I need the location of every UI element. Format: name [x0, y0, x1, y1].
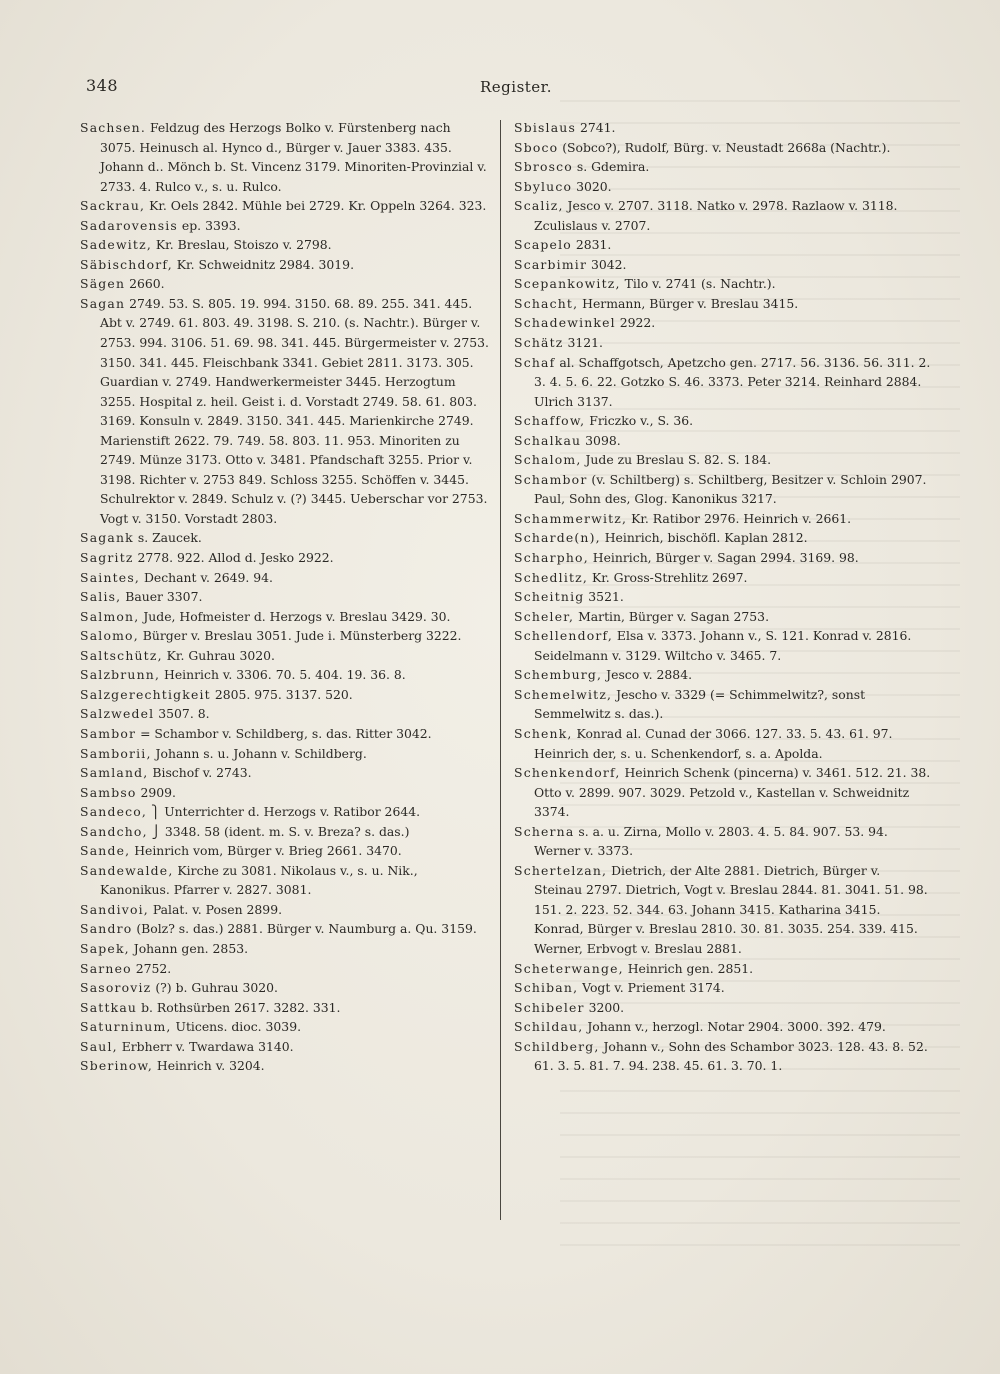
entry-headword: Sachsen.: [80, 120, 147, 135]
register-entry: [514, 313, 932, 333]
entry-text: Jesco v. 2707. 3118. Natko v. 2978. Razlaow v. 3118. Zculislaus v. 2707.: [534, 198, 898, 233]
entry-text: 3507. 8.: [154, 706, 210, 722]
entry-headword: Sattkau: [80, 999, 138, 1015]
entry-headword: Scharde(n),: [514, 530, 601, 546]
register-entry: [80, 607, 490, 627]
register-entry: [514, 607, 932, 627]
register-entry: [80, 1056, 490, 1076]
register-entry: [80, 998, 490, 1018]
entry-text: 2805. 975. 3137. 520.: [210, 686, 353, 702]
entry-text: Heinrich v. 3306. 70. 5. 404. 19. 36. 8.: [160, 667, 406, 683]
register-entry: [80, 978, 490, 998]
entry-headword: Saintes,: [80, 569, 141, 585]
entry-text: ep. 3393.: [177, 217, 241, 233]
entry-headword: Scepankowitz,: [514, 276, 621, 292]
entry-headword: Schiban,: [514, 980, 579, 996]
entry-text: 3098.: [581, 432, 621, 448]
register-entry: [80, 274, 490, 294]
entry-headword: Schammerwitz,: [514, 510, 628, 526]
entry-headword: Sapek,: [80, 940, 130, 956]
entry-headword: Saturninum,: [80, 1019, 172, 1035]
entry-text: Johann gen. 2853.: [129, 940, 249, 956]
entry-headword: Salzgerechtigkeit: [80, 686, 211, 702]
entry-headword: Scarbimir: [514, 256, 588, 272]
entry-text: Vogt v. Priement 3174.: [578, 980, 725, 996]
register-entry: [514, 196, 932, 235]
entry-text: Johann v., herzogl. Notar 2904. 3000. 392. 479.: [583, 1019, 886, 1035]
register-entry: [514, 1017, 932, 1037]
entry-text: (Bolz? s. das.) 2881. Bürger v. Naumburg a. Qu. 3159.: [132, 921, 477, 937]
entry-text: Jescho v. 3329 (= Schimmelwitz?, sonst Semmelwitz s. das.).: [534, 686, 866, 722]
entry-headword: Sandeco,: [80, 804, 148, 820]
register-entry: [514, 861, 932, 959]
entry-headword: Scheler,: [514, 608, 575, 624]
entry-text: Tilo v. 2741 (s. Nachtr.).: [620, 276, 776, 292]
register-entry: [514, 177, 932, 197]
entry-headword: Sboco: [514, 139, 559, 155]
register-entry: [514, 548, 932, 568]
entry-text: Johann s. u. Johann v. Schildberg.: [151, 745, 367, 761]
register-entry: [80, 646, 490, 666]
register-entry: [514, 118, 932, 138]
entry-headword: Schenk,: [514, 725, 573, 741]
entry-headword: Schalkau: [514, 432, 582, 448]
entry-text: Jude, Hofmeister d. Herzogs v. Breslau 3429. 30.: [139, 608, 451, 624]
entry-headword: Schibeler: [514, 999, 585, 1015]
entry-headword: Sackrau,: [80, 198, 146, 214]
entry-text: 3042.: [587, 256, 627, 272]
register-entry: [80, 1017, 490, 1037]
register-entry: [514, 274, 932, 294]
register-entry: [80, 959, 490, 979]
entry-headword: Sägen: [80, 276, 126, 292]
entry-text: Heinrich, Bürger v. Sagan 2994. 3169. 98.: [588, 550, 859, 566]
register-entry: [80, 744, 490, 764]
register-entry: [80, 196, 490, 216]
entry-headword: Salzwedel: [80, 706, 155, 722]
entry-headword: Schildberg,: [514, 1038, 600, 1054]
entry-text: Jude zu Breslau S. 82. S. 184.: [581, 452, 772, 468]
entry-headword: Salomo,: [80, 628, 139, 644]
register-entry: [80, 783, 490, 803]
register-entry: [80, 704, 490, 724]
register-entry: [80, 294, 490, 529]
register-entry: [514, 998, 932, 1018]
entry-text: Kr. Ratibor 2976. Heinrich v. 2661.: [627, 510, 852, 526]
entry-headword: Saltschütz,: [80, 647, 163, 663]
entry-headword: Sandro: [80, 921, 133, 937]
entry-headword: Sadarovensis: [80, 217, 178, 233]
entry-text: Heinrich gen. 2851.: [623, 960, 754, 976]
register-entry: [514, 978, 932, 998]
entry-text: 2752.: [131, 960, 172, 976]
entry-headword: Scheitnig: [514, 589, 585, 605]
register-entry: [80, 900, 490, 920]
entry-text: 3521.: [584, 589, 624, 605]
register-entry: [514, 353, 932, 412]
entry-text: Dietrich, der Alte 2881. Dietrich, Bürger v. Steinau 2797. Dietrich, Vogt v. Breslau 2844. 81. 3041. 51. 98. 151. 2. 223. 52. 344. 63. Johann 3415. Katharina 3415. Konrad, Bürger v. Breslau 2810. 30. 81. 3035. 254. 339. 415. Werner, Erbvogt v. Breslau 2881.: [534, 862, 928, 956]
entry-headword: Schacht,: [514, 295, 579, 311]
register-entry: [514, 763, 932, 822]
register-entry: [80, 568, 490, 588]
entry-text: = Schambor v. Schildberg, s. das. Ritter 3042.: [136, 725, 432, 741]
right-column: [514, 118, 932, 1076]
entry-headword: Schätz: [514, 335, 564, 351]
register-entry: [514, 724, 932, 763]
entry-text: ⎭ 3348. 58 (ident. m. S. v. Breza? s. das.): [147, 823, 410, 839]
entry-text: s. Gdemira.: [572, 159, 650, 175]
entry-text: Johann v., Sohn des Schambor 3023. 128. 43. 8. 52. 61. 3. 5. 81. 7. 94. 238. 45. 61. 3. 70. 1.: [534, 1038, 928, 1074]
register-entry: [80, 235, 490, 255]
register-entry: [80, 939, 490, 959]
entry-headword: Schaffow,: [514, 413, 586, 429]
register-entry: [80, 861, 490, 900]
entry-text: Palat. v. Posen 2899.: [148, 901, 283, 917]
entry-text: b. Rothsürben 2617. 3282. 331.: [137, 999, 341, 1015]
page-number: 348: [86, 76, 119, 95]
entry-text: 2831.: [571, 237, 612, 253]
entry-text: Bürger v. Breslau 3051. Jude i. Münsterberg 3222.: [138, 628, 462, 644]
entry-headword: Sambso: [80, 784, 137, 800]
register-entry: [80, 763, 490, 783]
entry-headword: Sadewitz,: [80, 237, 152, 253]
entry-headword: Samborii,: [80, 745, 152, 761]
register-entry: [514, 568, 932, 588]
entry-headword: Sande,: [80, 843, 131, 859]
register-entry: [514, 255, 932, 275]
register-entry: [514, 665, 932, 685]
entry-text: Kirche zu 3081. Nikolaus v., s. u. Nik., Kanonikus. Pfarrer v. 2827. 3081.: [100, 862, 418, 898]
entry-text: s. Zaucek.: [133, 530, 202, 546]
register-entry: [514, 509, 932, 529]
register-entry: [514, 470, 932, 509]
register-entry: [514, 411, 932, 431]
entry-headword: Säbischdorf,: [80, 256, 173, 272]
entry-headword: Saul,: [80, 1038, 118, 1054]
entry-headword: Sberinow,: [80, 1058, 153, 1074]
entry-text: Kr. Gross-Strehlitz 2697.: [588, 569, 748, 585]
entry-headword: Sagank: [80, 530, 134, 546]
entry-headword: Sambor: [80, 725, 137, 741]
entry-text: Jesco v. 2884.: [602, 667, 693, 683]
entry-text: al. Schaffgotsch, Apetzcho gen. 2717. 56. 3136. 56. 311. 2. 3. 4. 5. 6. 22. Gotzko S. 46. 3373. Peter 3214. Reinhard 2884. Ulrich 3137.: [534, 354, 931, 409]
register-entry: [80, 626, 490, 646]
entry-text: Martin, Bürger v. Sagan 2753.: [574, 608, 770, 624]
entry-headword: Scherna: [514, 823, 575, 839]
entry-headword: Sandcho,: [80, 823, 148, 839]
entry-headword: Samland,: [80, 765, 149, 781]
register-entry: [514, 626, 932, 665]
entry-headword: Scaliz,: [514, 198, 564, 214]
entry-text: Hermann, Bürger v. Breslau 3415.: [578, 295, 799, 311]
entry-headword: Schambor: [514, 471, 588, 487]
entry-headword: Scheterwange,: [514, 960, 624, 976]
register-entry: [80, 1037, 490, 1057]
register-entry: [80, 548, 490, 568]
register-entry: [514, 528, 932, 548]
entry-headword: Schaf: [514, 354, 556, 370]
entry-text: 2741.: [576, 120, 616, 135]
register-entry: [514, 587, 932, 607]
register-entry: [80, 919, 490, 939]
entry-text: Dechant v. 2649. 94.: [140, 569, 273, 585]
entry-headword: Schedlitz,: [514, 569, 589, 585]
register-entry: [514, 431, 932, 451]
entry-text: 2909.: [136, 784, 176, 800]
entry-text: Heinrich Schenk (pincerna) v. 3461. 512. 21. 38. Otto v. 2899. 907. 3029. Petzold v., Kastellan v. Schweidnitz 3374.: [534, 765, 931, 820]
entry-headword: Sandewalde,: [80, 862, 174, 878]
entry-headword: Sandivoi,: [80, 901, 149, 917]
running-head: Register.: [480, 78, 552, 96]
register-entry: [80, 118, 490, 196]
entry-headword: Schadewinkel: [514, 315, 616, 331]
entry-text: Konrad al. Cunad der 3066. 127. 33. 5. 43. 61. 97. Heinrich der, s. u. Schenkendorf, s. a. Apolda.: [534, 725, 893, 761]
register-entry: [80, 216, 490, 236]
entry-text: (Sobco?), Rudolf, Bürg. v. Neustadt 2668a (Nachtr.).: [558, 139, 891, 155]
entry-headword: Schemelwitz,: [514, 686, 613, 702]
register-entry: [514, 685, 932, 724]
entry-text: Uticens. dioc. 3039.: [171, 1019, 302, 1035]
left-column: [80, 118, 490, 1076]
entry-text: Bischof v. 2743.: [148, 765, 252, 781]
register-entry: [514, 450, 932, 470]
entry-headword: Schalom,: [514, 452, 582, 468]
entry-text: Elsa v. 3373. Johann v., S. 121. Konrad v. 2816. Seidelmann v. 3129. Wiltcho v. 3465. 7.: [534, 628, 912, 663]
register-entry: [514, 959, 932, 979]
register-entry: [514, 1037, 932, 1076]
register-entry: [80, 665, 490, 685]
entry-headword: Sbyluco: [514, 178, 573, 194]
register-entry: [80, 528, 490, 548]
entry-text: Kr. Breslau, Stoiszo v. 2798.: [151, 237, 332, 253]
entry-headword: Schertelzan,: [514, 862, 608, 878]
entry-text: ⎫ Unterrichter d. Herzogs v. Ratibor 2644.: [147, 804, 421, 820]
entry-headword: Sbrosco: [514, 159, 573, 175]
register-entry: [514, 235, 932, 255]
register-entry: [80, 724, 490, 744]
register-entry: [80, 685, 490, 705]
entry-text: Heinrich v. 3204.: [152, 1058, 265, 1074]
register-entry: [514, 157, 932, 177]
entry-text: Bauer 3307.: [121, 589, 203, 605]
entry-text: 3200.: [584, 999, 625, 1015]
entry-text: Kr. Guhrau 3020.: [162, 647, 275, 663]
entry-text: (v. Schiltberg) s. Schiltberg, Besitzer v. Schloin 2907. Paul, Sohn des, Glog. Kanonikus 3217.: [534, 471, 927, 507]
entry-headword: Schellendorf,: [514, 628, 613, 644]
column-divider: [500, 120, 501, 1220]
entry-headword: Salmon,: [80, 608, 140, 624]
entry-headword: Sagritz: [80, 550, 134, 566]
entry-text: Erbherr v. Twardawa 3140.: [117, 1038, 294, 1054]
register-entry: [514, 822, 932, 861]
entry-text: (?) b. Guhrau 3020.: [151, 980, 278, 996]
entry-text: 3020.: [572, 178, 612, 194]
entry-headword: Sarneo: [80, 960, 132, 976]
entry-text: 3121.: [563, 335, 603, 351]
register-entry: [80, 255, 490, 275]
entry-headword: Sasoroviz: [80, 980, 152, 996]
entry-text: 2749. 53. S. 805. 19. 994. 3150. 68. 89. 255. 341. 445. Abt v. 2749. 61. 803. 49. 3198. S. 210. (s. Nachtr.). Bürger v. 2753. 994. 3106. 51. 69. 98. 341. 445. Bürgermeister v. 2753. 3150. 341. 445. Fleischbank 3341. Gebiet 2811. 3173. 305. Guardian v. 2749. Handwerkermeister 3445. Herzogtum 3255. Hospital z. heil. Geist i. d. Vorstadt 2749. 58. 61. 803. 3169. Konsuln v. 2849. 3150. 341. 445. Marienkirche 2749. Marienstift 2622. 79. 749. 58. 803. 11. 953. Minoriten zu 2749. Münze 3173. Otto v. 3481. Pfandschaft 3255. Prior v. 3198. Richter v. 2753 849. Schloss 3255. Schöffen v. 3445. Schulrektor v. 2849. Schulz v. (?) 3445. Ueberschar vor 2753. Vogt v. 3150. Vorstadt 2803.: [100, 295, 489, 526]
entry-text: Feldzug des Herzogs Bolko v. Fürstenberg nach 3075. Heinusch al. Hynco d., Bürger v. Jauer 3383. 435. Johann d.. Mönch b. St. Vincenz 3179. Minoriten-Provinzial v. 2733. 4. Rulco v., s. u. Rulco.: [100, 120, 487, 194]
entry-headword: Sagan: [80, 295, 126, 311]
register-entry: [80, 802, 490, 822]
entry-headword: Sbislaus: [514, 120, 577, 135]
entry-headword: Scapelo: [514, 237, 572, 253]
entry-headword: Schemburg,: [514, 667, 603, 683]
entry-text: 2922.: [615, 315, 656, 331]
entry-headword: Salzbrunn,: [80, 667, 161, 683]
entry-headword: Scharpho,: [514, 550, 589, 566]
entry-text: 2778. 922. Allod d. Jesko 2922.: [133, 550, 334, 566]
entry-text: 2660.: [125, 276, 165, 292]
register-entry: [80, 841, 490, 861]
register-entry: [80, 822, 490, 842]
entry-text: Heinrich vom, Bürger v. Brieg 2661. 3470.: [130, 843, 402, 859]
entry-text: Kr. Schweidnitz 2984. 3019.: [172, 256, 355, 272]
entry-text: Friczko v., S. 36.: [585, 413, 694, 429]
register-entry: [514, 333, 932, 353]
entry-text: Heinrich, bischöfl. Kaplan 2812.: [600, 530, 808, 546]
entry-text: s. a. u. Zirna, Mollo v. 2803. 4. 5. 84. 907. 53. 94. Werner v. 3373.: [534, 823, 888, 859]
register-entry: [514, 294, 932, 314]
entry-headword: Schildau,: [514, 1019, 584, 1035]
register-entry: [514, 138, 932, 158]
entry-text: Kr. Oels 2842. Mühle bei 2729. Kr. Oppeln 3264. 323.: [145, 198, 487, 214]
entry-headword: Salis,: [80, 589, 122, 605]
register-entry: [80, 587, 490, 607]
entry-headword: Schenkendorf,: [514, 765, 621, 781]
